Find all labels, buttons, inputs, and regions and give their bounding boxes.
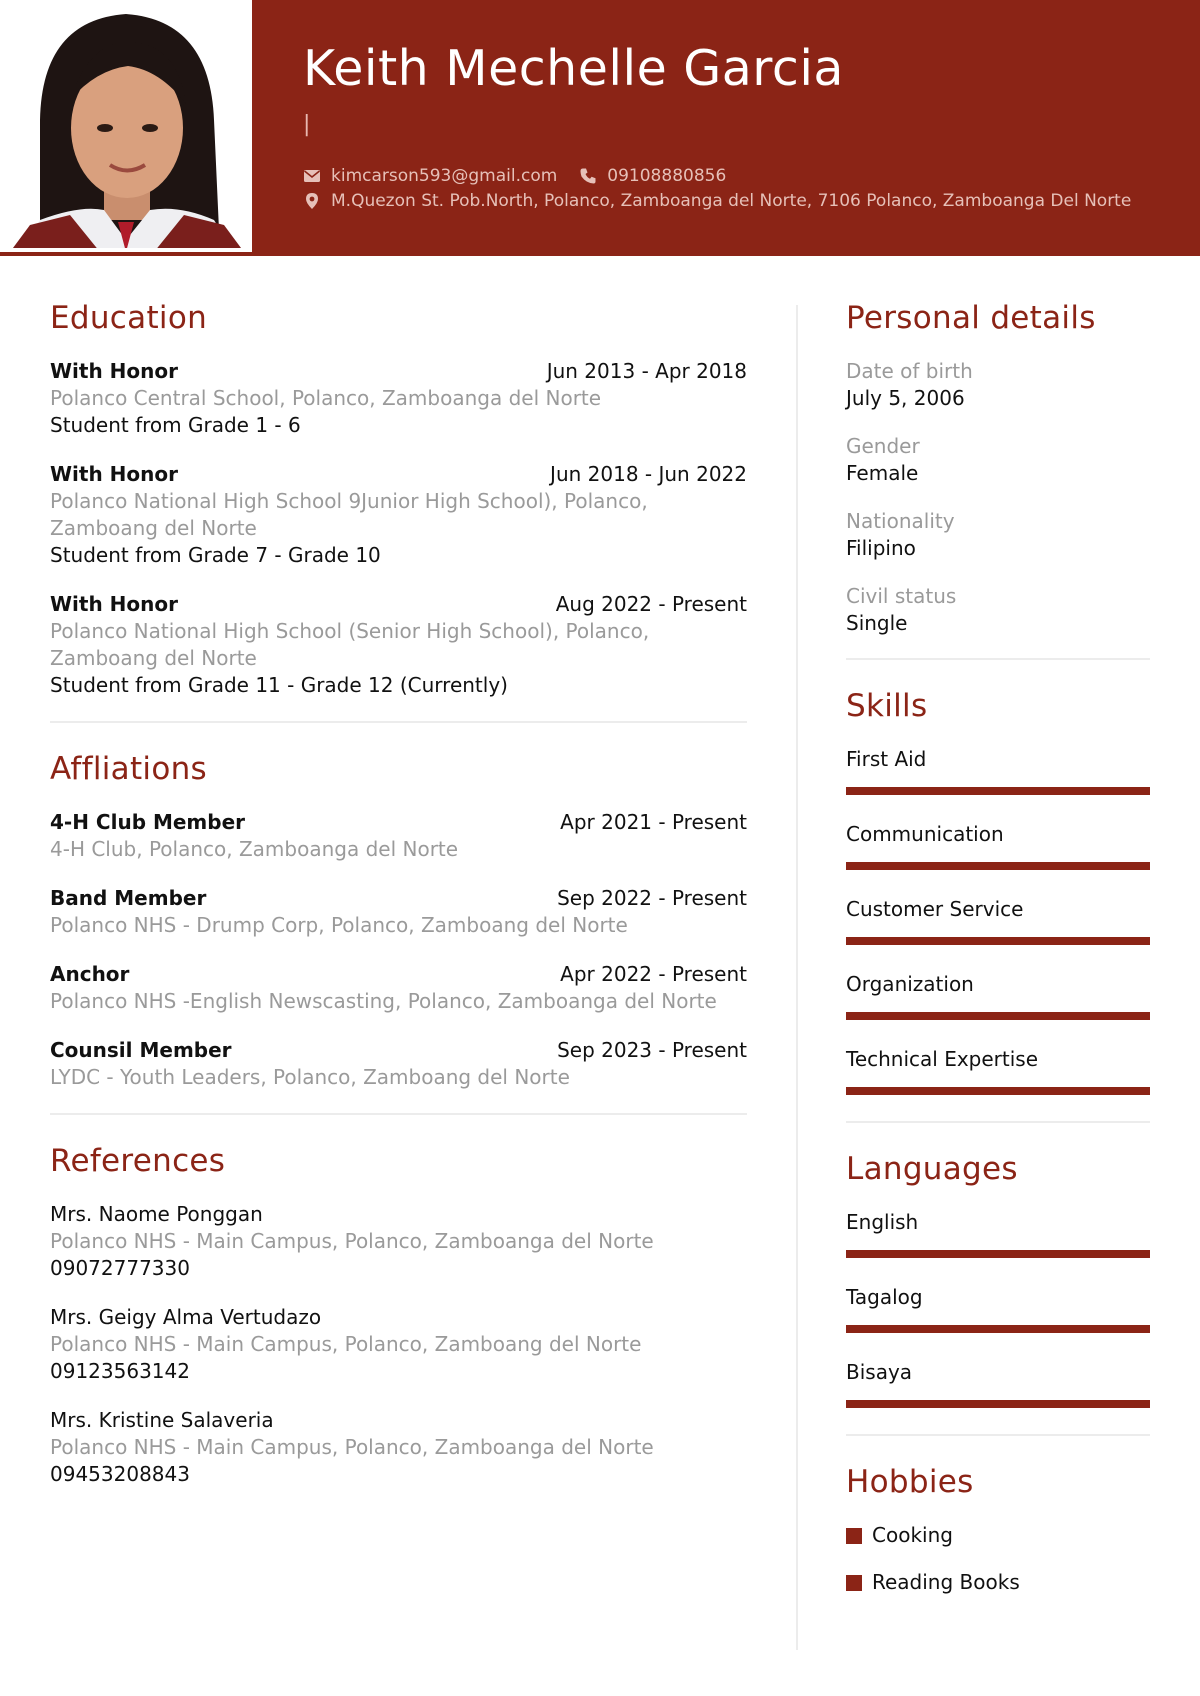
entry-title: Band Member [50,886,207,910]
entry-title: With Honor [50,462,178,486]
entry-description: Student from Grade 7 - Grade 10 [50,543,381,567]
skill-level-bar [846,1012,1150,1020]
personal-detail-item [846,433,1150,487]
section-divider [50,721,747,723]
entry-date: Sep 2023 - Present [557,1038,747,1062]
entry-school: Polanco Central School, Polanco, Zamboanga del Norte [50,386,602,410]
education-entry [50,591,747,699]
skill-label: First Aid [846,747,927,771]
address-text: M.Quezon St. Pob.North, Polanco, Zamboanga del Norte, 7106 Polanco, Zamboanga Del Norte [331,191,1132,211]
entry-school: Polanco National High School 9Junior High School), Polanco, Zamboang del Norte [50,489,648,540]
language-level-bar [846,1250,1150,1258]
entry-organization: Polanco NHS - Drump Corp, Polanco, Zamboang del Norte [50,913,628,937]
language-item [846,1284,1150,1333]
reference-phone[interactable]: 09072777330 [50,1256,190,1280]
entry-header [50,1037,747,1064]
entry-title: Counsil Member [50,1038,232,1062]
personal-details-heading: Personal details [846,300,1096,336]
language-level-bar [846,1400,1150,1408]
entry-date: Jun 2013 - Apr 2018 [546,359,747,383]
hobbies-list [846,1522,1150,1596]
personal-detail-value: Filipino [846,536,916,560]
section-divider [846,1121,1150,1123]
skills-heading: Skills [846,688,928,724]
skill-label: Technical Expertise [846,1047,1039,1071]
references-list [50,1201,747,1488]
affiliation-entry [50,1037,747,1091]
reference-entry [50,1407,747,1488]
contact-row-address [303,191,1149,211]
personal-detail-item [846,583,1150,637]
reference-organization: Polanco NHS - Main Campus, Polanco, Zamboanga del Norte [50,1229,654,1253]
language-level-bar [846,1325,1150,1333]
skill-level-fill [846,1087,1150,1095]
hobby-item [846,1522,1150,1549]
education-list [50,358,747,699]
language-item [846,1209,1150,1258]
hobby-item [846,1569,1150,1596]
skill-level-fill [846,1012,1150,1020]
affiliation-entry [50,961,747,1015]
skill-item [846,821,1150,870]
skill-level-bar [846,1087,1150,1095]
reference-name: Mrs. Geigy Alma Vertudazo [50,1305,322,1329]
reference-phone[interactable]: 09123563142 [50,1359,190,1383]
personal-detail-value: Female [846,461,919,485]
phone-icon [579,167,597,185]
hobby-label: Reading Books [872,1570,1020,1594]
skill-level-fill [846,937,1150,945]
contact-row-primary [303,166,726,186]
entry-header [50,809,747,836]
affiliations-list [50,809,747,1091]
personal-detail-label: Civil status [846,584,957,608]
entry-title: With Honor [50,592,178,616]
section-divider [846,658,1150,660]
email-link[interactable]: kimcarson593@gmail.com [331,166,558,186]
hobbies-heading: Hobbies [846,1464,974,1500]
entry-header [50,461,747,488]
personal-detail-label: Date of birth [846,359,973,383]
language-level-fill [846,1325,1150,1333]
language-level-fill [846,1250,1150,1258]
skills-list [846,746,1150,1095]
entry-header [50,961,747,988]
skill-item [846,896,1150,945]
affiliation-entry [50,885,747,939]
phone-number[interactable]: 09108880856 [607,166,727,186]
personal-detail-label: Gender [846,434,920,458]
entry-title: With Honor [50,359,178,383]
reference-name: Mrs. Kristine Salaveria [50,1408,274,1432]
entry-header [50,591,747,618]
references-heading: References [50,1143,226,1179]
reference-name: Mrs. Naome Ponggan [50,1202,263,1226]
candidate-subtitle: | [303,112,311,137]
reference-entry [50,1201,747,1282]
personal-detail-value: Single [846,611,908,635]
entry-date: Jun 2018 - Jun 2022 [550,462,747,486]
reference-organization: Polanco NHS - Main Campus, Polanco, Zamboang del Norte [50,1332,642,1356]
education-entry [50,461,747,569]
entry-description: Student from Grade 1 - 6 [50,413,301,437]
entry-organization: LYDC - Youth Leaders, Polanco, Zamboang del Norte [50,1065,570,1089]
entry-title: 4-H Club Member [50,810,246,834]
envelope-icon [303,167,321,185]
education-heading: Education [50,300,208,336]
resume-header [0,0,1200,256]
personal-detail-value: July 5, 2006 [846,386,965,410]
personal-detail-label: Nationality [846,509,955,533]
entry-description: Student from Grade 11 - Grade 12 (Currently) [50,673,508,697]
reference-phone[interactable]: 09453208843 [50,1462,190,1486]
affiliations-heading: Affliations [50,751,207,787]
personal-detail-item [846,508,1150,562]
skill-label: Organization [846,972,974,996]
skill-level-fill [846,862,1150,870]
skill-level-bar [846,787,1150,795]
square-bullet-icon [846,1528,862,1544]
skill-level-fill [846,787,1150,795]
candidate-name: Keith Mechelle Garcia [303,40,844,97]
skill-level-bar [846,937,1150,945]
entry-header [50,885,747,912]
hobby-label: Cooking [872,1523,953,1547]
entry-organization: Polanco NHS -English Newscasting, Polanco, Zamboanga del Norte [50,989,717,1013]
location-pin-icon [303,192,321,210]
profile-photo [0,0,252,252]
section-divider [50,1113,747,1115]
language-label: Bisaya [846,1360,913,1384]
skill-label: Customer Service [846,897,1024,921]
section-divider [846,1434,1150,1436]
right-column [846,300,1150,1616]
personal-detail-item [846,358,1150,412]
language-level-fill [846,1400,1150,1408]
entry-date: Apr 2022 - Present [560,962,747,986]
column-divider [796,305,798,1650]
entry-header [50,358,747,385]
personal-details-list [846,358,1150,637]
skill-item [846,746,1150,795]
language-label: English [846,1210,919,1234]
skill-item [846,1046,1150,1095]
reference-organization: Polanco NHS - Main Campus, Polanco, Zamboanga del Norte [50,1435,654,1459]
education-entry [50,358,747,439]
skill-label: Communication [846,822,1004,846]
entry-school: Polanco National High School (Senior High School), Polanco, Zamboang del Norte [50,619,650,670]
entry-title: Anchor [50,962,130,986]
entry-date: Sep 2022 - Present [557,886,747,910]
language-label: Tagalog [846,1285,923,1309]
entry-organization: 4-H Club, Polanco, Zamboanga del Norte [50,837,459,861]
languages-heading: Languages [846,1151,1018,1187]
skill-level-bar [846,862,1150,870]
entry-date: Apr 2021 - Present [560,810,747,834]
left-column [50,300,747,1510]
entry-date: Aug 2022 - Present [555,592,747,616]
languages-list [846,1209,1150,1408]
skill-item [846,971,1150,1020]
language-item [846,1359,1150,1408]
profile-photo-image [0,0,252,252]
reference-entry [50,1304,747,1385]
affiliation-entry [50,809,747,863]
square-bullet-icon [846,1575,862,1591]
